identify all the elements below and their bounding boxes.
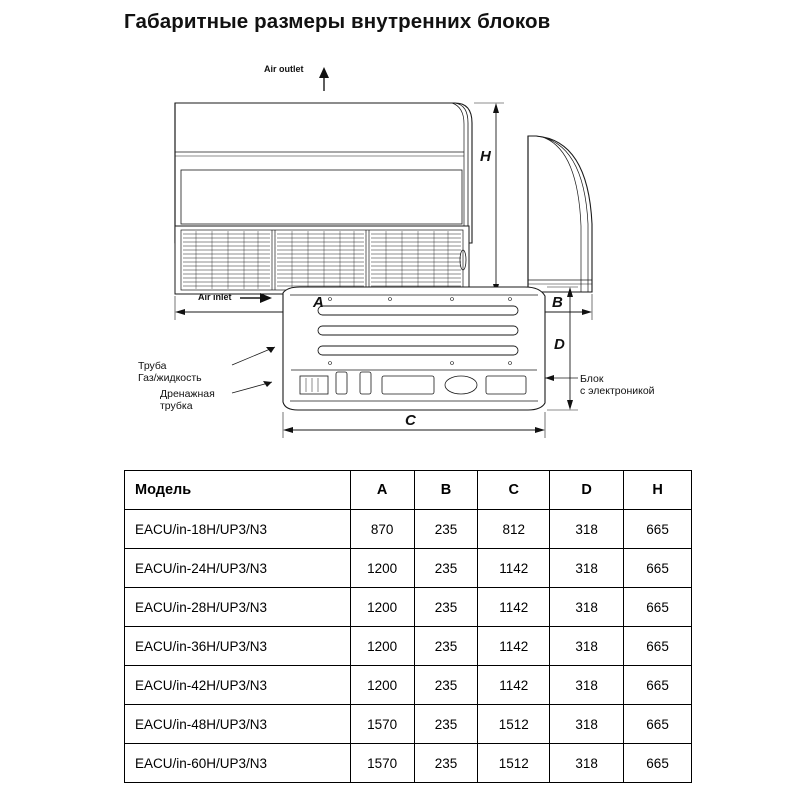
column-header-c: C bbox=[478, 471, 550, 510]
label-electronics-line1: Блок bbox=[580, 373, 604, 385]
column-header-h: H bbox=[624, 471, 692, 510]
column-header-a: A bbox=[350, 471, 414, 510]
dimension-h: H bbox=[480, 148, 491, 165]
label-drain-line2: трубка bbox=[160, 400, 193, 413]
cell-d: 318 bbox=[550, 510, 624, 549]
dimension-c: C bbox=[405, 412, 416, 429]
dimension-drawing bbox=[0, 48, 800, 458]
cell-model: EACU/in-48H/UP3/N3 bbox=[125, 705, 351, 744]
cell-c: 812 bbox=[478, 510, 550, 549]
table-row bbox=[125, 744, 692, 783]
label-electronics-line2: с электроникой bbox=[580, 385, 655, 398]
cell-c: 1142 bbox=[478, 588, 550, 627]
cell-h: 665 bbox=[624, 588, 692, 627]
label-drain-pipe bbox=[160, 388, 215, 413]
cell-model: EACU/in-36H/UP3/N3 bbox=[125, 627, 351, 666]
cell-c: 1142 bbox=[478, 549, 550, 588]
cell-b: 235 bbox=[414, 744, 478, 783]
table-row bbox=[125, 705, 692, 744]
page-title: Габаритные размеры внутренних блоков bbox=[124, 10, 551, 33]
table-header-row bbox=[125, 471, 692, 510]
cell-b: 235 bbox=[414, 666, 478, 705]
cell-a: 1570 bbox=[350, 744, 414, 783]
table-row bbox=[125, 627, 692, 666]
cell-model: EACU/in-18H/UP3/N3 bbox=[125, 510, 351, 549]
cell-c: 1142 bbox=[478, 627, 550, 666]
cell-d: 318 bbox=[550, 588, 624, 627]
cell-d: 318 bbox=[550, 627, 624, 666]
table-row bbox=[125, 588, 692, 627]
cell-model: EACU/in-24H/UP3/N3 bbox=[125, 549, 351, 588]
dimension-a: A bbox=[313, 294, 324, 311]
label-air-inlet: Air inlet bbox=[198, 292, 232, 302]
column-header-d: D bbox=[550, 471, 624, 510]
cell-b: 235 bbox=[414, 705, 478, 744]
cell-d: 318 bbox=[550, 549, 624, 588]
cell-b: 235 bbox=[414, 627, 478, 666]
dimension-d: D bbox=[554, 336, 565, 353]
column-header-b: B bbox=[414, 471, 478, 510]
dimensions-table bbox=[124, 470, 692, 783]
cell-c: 1512 bbox=[478, 705, 550, 744]
label-pipe-line2: Газ/жидкость bbox=[138, 372, 202, 385]
cell-a: 870 bbox=[350, 510, 414, 549]
column-header-model: Модель bbox=[125, 471, 351, 510]
cell-model: EACU/in-60H/UP3/N3 bbox=[125, 744, 351, 783]
table-row bbox=[125, 549, 692, 588]
cell-h: 665 bbox=[624, 744, 692, 783]
cell-d: 318 bbox=[550, 666, 624, 705]
cell-d: 318 bbox=[550, 705, 624, 744]
label-air-outlet: Air outlet bbox=[264, 64, 304, 74]
cell-c: 1512 bbox=[478, 744, 550, 783]
cell-h: 665 bbox=[624, 549, 692, 588]
cell-c: 1142 bbox=[478, 666, 550, 705]
label-pipe-gas-liquid bbox=[138, 360, 202, 385]
table-row bbox=[125, 666, 692, 705]
cell-h: 665 bbox=[624, 666, 692, 705]
cell-b: 235 bbox=[414, 549, 478, 588]
label-pipe-line1: Труба bbox=[138, 360, 167, 372]
cell-a: 1200 bbox=[350, 666, 414, 705]
cell-d: 318 bbox=[550, 744, 624, 783]
label-drain-line1: Дренажная bbox=[160, 388, 215, 400]
label-electronics-block bbox=[580, 373, 655, 398]
cell-h: 665 bbox=[624, 705, 692, 744]
cell-h: 665 bbox=[624, 627, 692, 666]
dimension-b: B bbox=[552, 294, 563, 311]
cell-model: EACU/in-42H/UP3/N3 bbox=[125, 666, 351, 705]
cell-a: 1200 bbox=[350, 627, 414, 666]
cell-a: 1200 bbox=[350, 549, 414, 588]
table-row bbox=[125, 510, 692, 549]
cell-h: 665 bbox=[624, 510, 692, 549]
drawing-svg bbox=[0, 48, 800, 458]
cell-b: 235 bbox=[414, 588, 478, 627]
cell-model: EACU/in-28H/UP3/N3 bbox=[125, 588, 351, 627]
cell-a: 1200 bbox=[350, 588, 414, 627]
cell-b: 235 bbox=[414, 510, 478, 549]
cell-a: 1570 bbox=[350, 705, 414, 744]
